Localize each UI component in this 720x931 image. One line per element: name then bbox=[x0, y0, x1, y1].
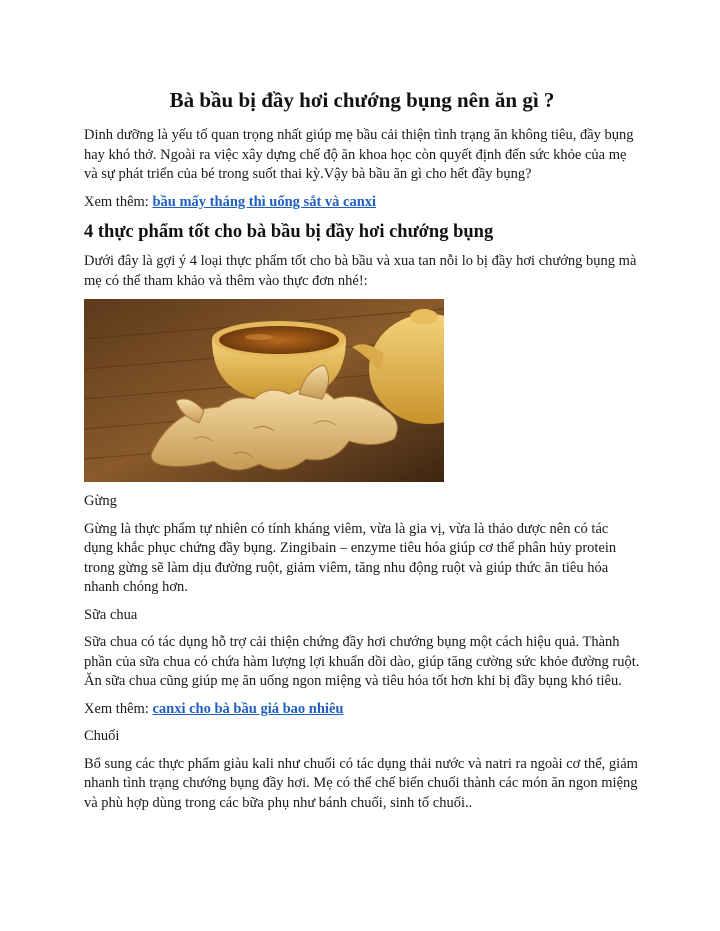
article-body bbox=[84, 86, 640, 821]
see-more-line-1 bbox=[84, 193, 640, 213]
see-more-line-2 bbox=[84, 700, 640, 720]
item-text-banana: Bổ sung các thực phẩm giàu kali như chuối có tác dụng thải nước và natri ra ngoài cơ thể, giảm nhanh tình trạng chướng bụng đầy hơi. Mẹ có thể chế biến chuối thành các món ăn ngon miệng và phù hợp dùng trong các bữa phụ như bánh chuối, sinh tố chuối.. bbox=[84, 755, 638, 811]
item-text-ginger: Gừng là thực phẩm tự nhiên có tính kháng viêm, vừa là gia vị, vừa là thảo dược nên có tác dụng khắc phục chứng đầy bụng. Zingibain – enzyme tiêu hóa giúp cơ thể phân hủy protein trong gừng sẽ làm dịu đường ruột, giảm viêm, tăng nhu động ruột và giúp thức ăn tiêu hóa nhanh chóng hơn. bbox=[84, 520, 617, 595]
ginger-tea-illustration bbox=[84, 299, 444, 482]
section-intro-paragraph: Dưới đây là gợi ý 4 loại thực phẩm tốt cho bà bầu và xua tan nỗi lo bị đầy hơi chướng bụng mà mẹ có thể tham khảo và thêm vào thực đơn nhé!: bbox=[84, 253, 637, 289]
see-more-link-calcium-price[interactable]: canxi cho bà bầu giá bao nhiêu bbox=[152, 700, 344, 717]
ginger-tea-photo bbox=[84, 299, 444, 482]
article-title: Bà bầu bị đầy hơi chướng bụng nên ăn gì ? bbox=[169, 88, 555, 112]
see-more-link-iron-calcium[interactable]: bầu mấy tháng thì uống sắt và canxi bbox=[152, 193, 377, 210]
section-heading: 4 thực phẩm tốt cho bà bầu bị đầy hơi chướng bụng bbox=[84, 222, 494, 242]
item-text-yogurt: Sữa chua có tác dụng hỗ trợ cải thiện chứng đầy hơi chướng bụng một cách hiệu quả. Thành phần của sữa chua có chứa hàm lượng lợi khuẩn dồi dào, giúp tăng cường sức khỏe đường ruột. Ăn sữa chua cũng giúp mẹ ăn uống ngon miệng và tiêu hóa tốt hơn khi bị đầy bụng khó tiêu. bbox=[84, 634, 640, 689]
intro-paragraph: Dinh dưỡng là yếu tố quan trọng nhất giúp mẹ bầu cải thiện tình trạng ăn không tiêu, đầy bụng hay khó thở. Ngoài ra việc xây dựng chế độ ăn khoa học còn quyết định đến sức khỏe của mẹ và sự phát triển của bé trong suốt thai kỳ.Vậy bà bầu ăn gì cho hết đầy bụng? bbox=[84, 127, 634, 182]
item-name-yogurt: Sữa chua bbox=[84, 606, 138, 623]
item-name-banana: Chuối bbox=[84, 728, 120, 744]
see-more-prefix: Xem thêm: bbox=[84, 193, 153, 210]
see-more-prefix: Xem thêm: bbox=[84, 700, 153, 717]
item-name-ginger: Gừng bbox=[84, 493, 117, 509]
